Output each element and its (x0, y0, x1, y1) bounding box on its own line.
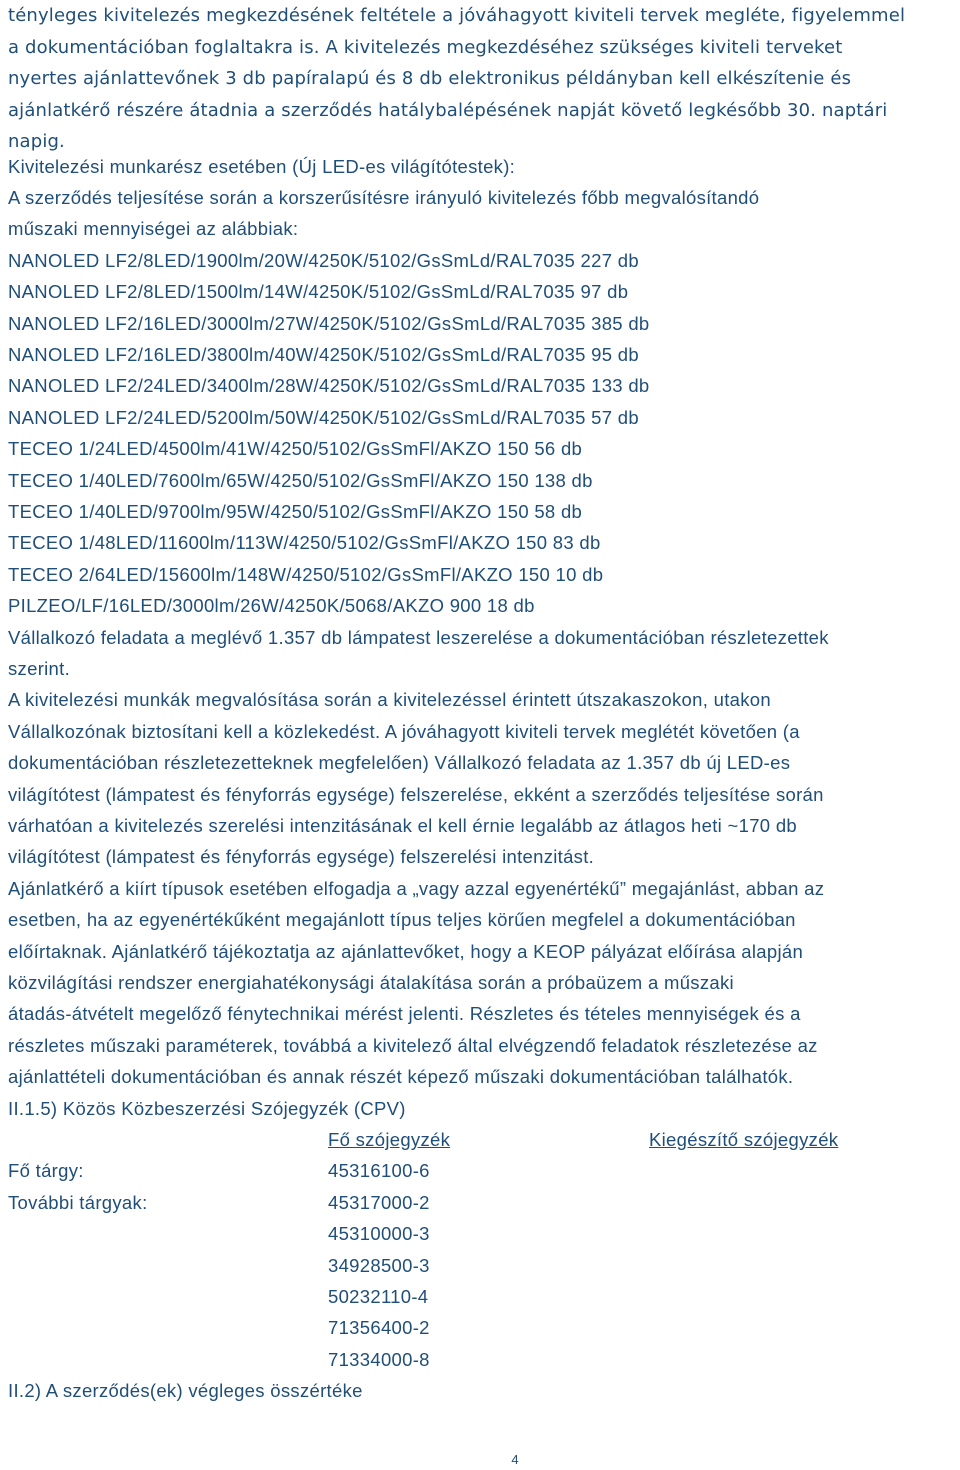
cpv-row (8, 1344, 956, 1375)
additional-objects-label: További tárgyak: (8, 1191, 148, 1213)
main-vocab-header: Fő szójegyzék (328, 1129, 451, 1151)
cpv-code: 50232110-4 (328, 1286, 429, 1308)
cpv-code: 71356400-2 (328, 1317, 430, 1339)
section-heading: Kivitelezési munkarész esetében (Új LED-es világítótestek): (8, 155, 516, 177)
cpv-row (8, 1155, 956, 1186)
page-number: 4 (511, 1452, 519, 1467)
body-text (8, 151, 956, 1125)
cpv-row (8, 1281, 956, 1312)
text-line: napig. (8, 131, 65, 152)
main-object-label: Fő tárgy: (8, 1160, 84, 1182)
text-line: szerint. (8, 658, 71, 679)
luminaire-item: NANOLED LF2/16LED/3000lm/27W/4250K/5102/GsSmLd/RAL7035 385 db (8, 312, 650, 334)
text-line: dokumentációban részletezetteknek megfelelően) Vállalkozó feladata az 1.357 db új LED-es (8, 752, 791, 774)
text-line: várhatóan a kivitelezés szerelési intenzitásának el kell érnie legalább az átlagos heti ~170 db (8, 815, 798, 837)
cpv-row (8, 1250, 956, 1281)
cpv-code: 45317000-2 (328, 1191, 430, 1213)
cpv-row (8, 1218, 956, 1249)
text-line: világítótest (lámpatest és fényforrás egysége) felszerelése, ekként a szerződés teljesítése során (8, 783, 824, 805)
text-line: részletes műszaki paraméterek, továbbá a kivitelező által elvégzendő feladatok részletezése az (8, 1034, 818, 1056)
luminaire-item: TECEO 1/40LED/9700lm/95W/4250/5102/GsSmFl/AKZO 150 58 db (8, 500, 583, 522)
cpv-code: 45316100-6 (328, 1160, 430, 1182)
luminaire-item: NANOLED LF2/24LED/3400lm/28W/4250K/5102/GsSmLd/RAL7035 133 db (8, 375, 650, 397)
luminaire-item: TECEO 1/48LED/11600lm/113W/4250/5102/GsSmFl/AKZO 150 83 db (8, 532, 601, 554)
cpv-row (8, 1312, 956, 1343)
text-line: közvilágítási rendszer energiahatékonysági átalakítása során a próbaüzem a műszaki (8, 972, 734, 994)
text-line: nyertes ajánlattevőnek 3 db papíralapú és 8 db elektronikus példányban kell elkészítenie és (8, 68, 852, 89)
text-line: esetben, ha az egyenértékűként megajánlott típus teljes körűen megfelel a dokumentációban (8, 909, 796, 931)
supp-vocab-header: Kiegészítő szójegyzék (649, 1129, 839, 1151)
cpv-header-row (8, 1124, 956, 1155)
text-line: műszaki mennyiségei az alábbiak: (8, 218, 299, 240)
text-line: tényleges kivitelezés megkezdésének feltétele a jóváhagyott kiviteli tervek megléte, figyelemmel (8, 5, 906, 26)
luminaire-item: NANOLED LF2/16LED/3800lm/40W/4250K/5102/GsSmLd/RAL7035 95 db (8, 343, 639, 365)
cpv-code: 34928500-3 (328, 1254, 430, 1276)
text-line: átadás-átvételt megelőző fénytechnikai mérést jelenti. Részletes és tételes mennyiségek és a (8, 1003, 801, 1025)
document-page (8, 0, 956, 1407)
section-heading: II.1.5) Közös Közbeszerzési Szójegyzék (CPV) (8, 1097, 406, 1119)
luminaire-item: NANOLED LF2/24LED/5200lm/50W/4250K/5102/GsSmLd/RAL7035 57 db (8, 406, 639, 428)
text-line: a dokumentációban foglaltakra is. A kivitelezés megkezdéséhez szükséges kiviteli terveket (8, 36, 843, 58)
text-line: A kivitelezési munkák megvalósítása során a kivitelezéssel érintett útszakaszokon, utakon (8, 689, 771, 711)
text-line: Ajánlatkérő a kiírt típusok esetében elfogadja a „vagy azzal egyenértékű” megajánlást, abban az (8, 877, 825, 899)
text-line: előírtaknak. Ajánlatkérő tájékoztatja az ajánlattevőket, hogy a KEOP pályázat előírása alapján (8, 940, 804, 962)
luminaire-item: TECEO 2/64LED/15600lm/148W/4250/5102/GsSmFl/AKZO 150 10 db (8, 563, 604, 585)
luminaire-item: NANOLED LF2/8LED/1900lm/20W/4250K/5102/GsSmLd/RAL7035 227 db (8, 249, 639, 271)
intro-paragraph (8, 0, 956, 158)
text-line: világítótest (lámpatest és fényforrás egysége) felszerelési intenzitást. (8, 846, 595, 868)
cpv-code: 71334000-8 (328, 1348, 430, 1370)
cpv-row (8, 1187, 956, 1218)
text-line: Vállalkozó feladata a meglévő 1.357 db lámpatest leszerelése a dokumentációban részletezettek (8, 626, 829, 648)
text-line: ajánlattételi dokumentációban és annak részét képező műszaki dokumentációban találhatók. (8, 1066, 794, 1088)
text-line: Vállalkozónak biztosítani kell a közlekedést. A jóváhagyott kiviteli tervek meglétét követően (a (8, 720, 800, 742)
text-line: A szerződés teljesítése során a korszerűsítésre irányuló kivitelezés főbb megvalósítandó (8, 186, 760, 208)
luminaire-item: NANOLED LF2/8LED/1500lm/14W/4250K/5102/GsSmLd/RAL7035 97 db (8, 281, 629, 303)
luminaire-item: TECEO 1/24LED/4500lm/41W/4250/5102/GsSmFl/AKZO 150 56 db (8, 438, 583, 460)
text-line: ajánlatkérő részére átadnia a szerződés hatálybalépésének napját követő legkésőbb 30. naptári (8, 99, 888, 121)
luminaire-item: PILZEO/LF/16LED/3000lm/26W/4250K/5068/AKZO 900 18 db (8, 595, 535, 617)
section-heading: II.2) A szerződés(ek) végleges összértéke (8, 1380, 363, 1402)
cpv-code: 45310000-3 (328, 1223, 430, 1245)
cpv-table (8, 1124, 956, 1404)
luminaire-item: TECEO 1/40LED/7600lm/65W/4250/5102/GsSmFl/AKZO 150 138 db (8, 469, 593, 491)
